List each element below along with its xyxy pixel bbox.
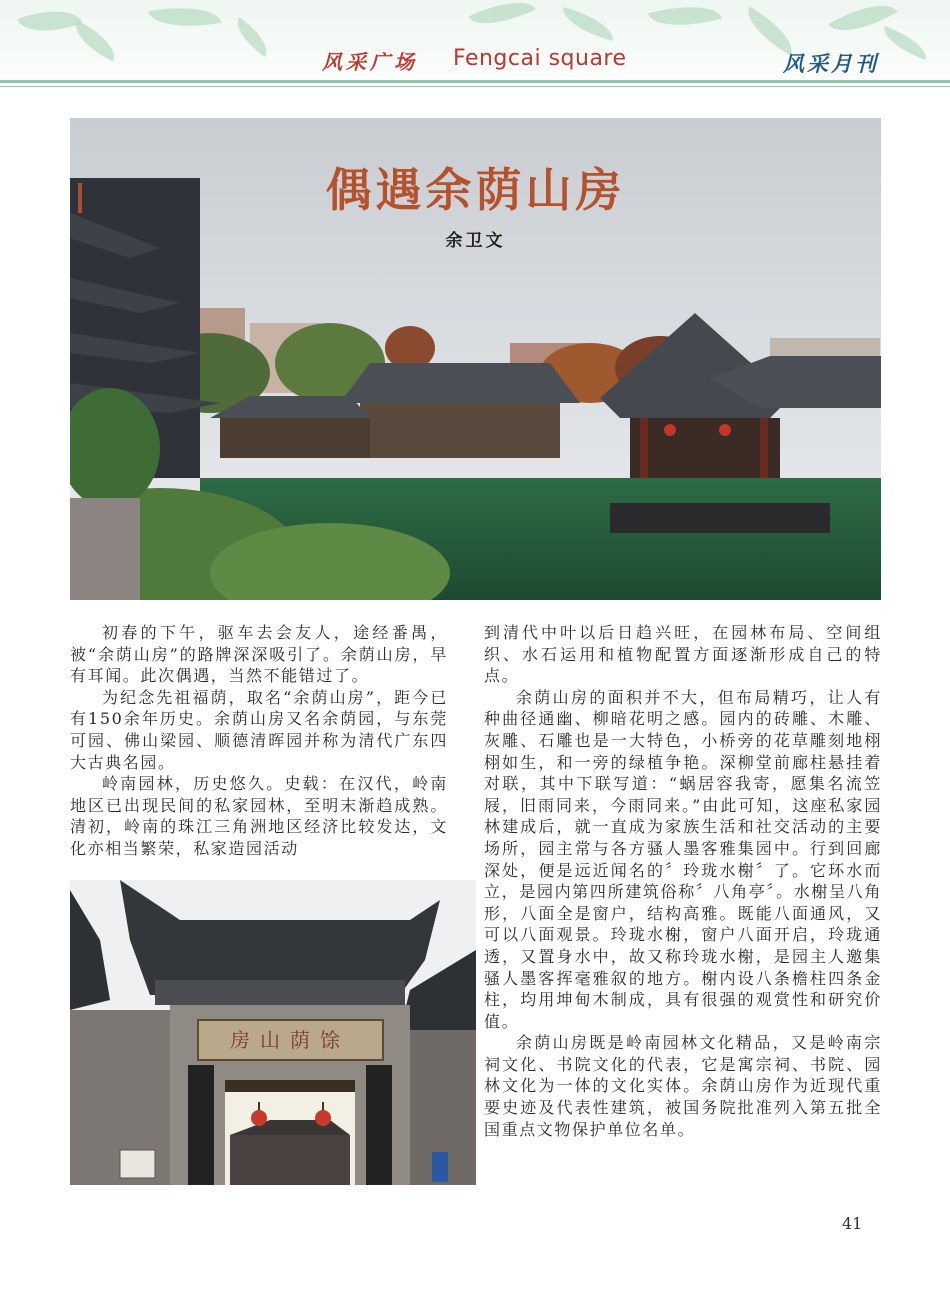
header-divider [0,80,950,83]
paragraph: 为纪念先祖福荫，取名“余荫山房”，距今已有150余年历史。余荫山房又名余荫园，与东莞可园、佛山梁园、顺德清晖园并称为清代广东四大古典名园。 [70,687,448,772]
paragraph: 余荫山房既是岭南园林文化精品，又是岭南宗祠文化、书院文化的代表，它是寓宗祠、书院、园林文化为一体的文化实体。余荫山房作为近现代重要史迹及代表性建筑，被国务院批准列入第五批全国重点文物保护单位名单。 [484,1033,882,1139]
leaf-decoration [68,20,123,61]
leaf-decoration [558,7,617,41]
photo-gateway [70,880,476,1185]
leaf-decoration [878,26,931,60]
journal-name: 风采月刊 [783,51,879,76]
leaf-decoration [17,0,82,43]
leaf-decoration [828,0,897,45]
article-title: 偶遇余荫山房 [325,163,626,217]
leaf-decoration [648,0,722,37]
leaf-decoration [229,17,275,57]
plaque-text: 房山荫馀 [230,1028,350,1052]
section-name-en: Fengcai square [453,46,627,71]
leaf-decoration [468,0,535,36]
text-column-left [70,622,448,860]
section-name-cn: 风采广场 [322,50,418,74]
page-number: 41 [842,1214,863,1233]
hero-photo-garden [70,118,881,600]
page-header [0,0,950,92]
paragraph: 余荫山房的面积并不大，但布局精巧，让人有种曲径通幽、柳暗花明之感。园内的砖雕、木雕、灰雕、石雕也是一大特色，小桥旁的花草雕刻地栩栩如生，和一旁的绿植争艳。深柳堂前廊柱悬挂着对联，其中下联写道：“蜗居容我寄，愿集名流笠屐，旧雨同来，今雨同来。”由此可知，这座私家园林建成后，就一直成为家族生活和社交活动的主要场所，园主常与各方骚人墨客雅集园中。行到回廊深处，便是远近闻名的〞玲珑水榭〞了。它环水而立，是园内第四所建筑俗称〞八角亭〞。水榭呈八角形，八面全是窗户，结构高雅。既能八面通风，又可以八面观景。玲珑水榭，窗户八面开启，玲珑通透，又置身水中，故又称玲珑水榭，是园主人邀集骚人墨客挥毫雅叙的地方。榭内设八条檐柱四条金柱，均用坤甸木制成，具有很强的观赏性和研究价值。 [484,687,882,1031]
leaf-decoration [148,0,221,35]
paragraph: 岭南园林，历史悠久。史载：在汉代，岭南地区已出现民间的私家园林，至明末渐趋成熟。清初，岭南的珠江三角洲地区经济比较发达，文化亦相当繁荣，私家造园活动 [70,774,448,858]
gateway-illustration [70,880,476,1185]
header-divider-thin [0,86,950,87]
article-author: 余卫文 [445,231,506,251]
paragraph: 到清代中叶以后日趋兴旺，在园林布局、空间组织、水石运用和植物配置方面逐渐形成自己的特点。 [484,623,882,686]
text-column-right [484,622,882,1140]
paragraph: 初春的下午，驱车去会友人，途经番禺，被“余荫山房”的路牌深深吸引了。余荫山房，早有耳闻。此次偶遇，当然不能错过了。 [70,623,448,686]
